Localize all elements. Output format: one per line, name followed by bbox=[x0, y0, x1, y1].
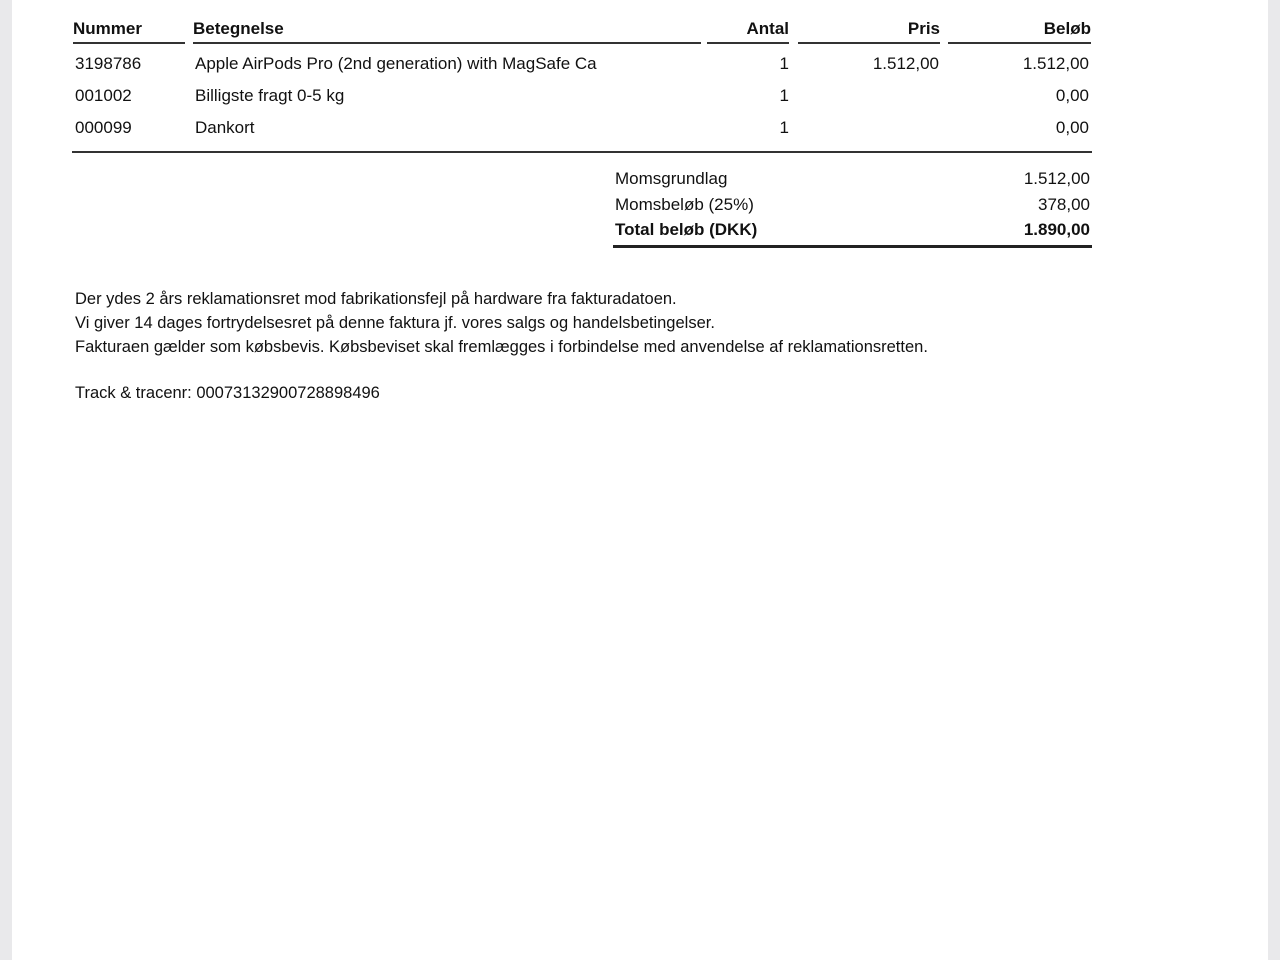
vat-amount-row bbox=[613, 192, 1092, 218]
total-label: Total beløb (DKK) bbox=[615, 220, 758, 239]
row-number: 3198786 bbox=[75, 54, 142, 73]
note-line: Der ydes 2 års reklamationsret mod fabrikationsfejl på hardware fra fakturadatoen. bbox=[75, 290, 677, 308]
column-header-description: Betegnelse bbox=[193, 18, 701, 44]
totals-divider bbox=[613, 245, 1092, 248]
table-row bbox=[12, 82, 1268, 110]
note-line: Fakturaen gælder som købsbevis. Købsbeviset skal fremlægges i forbindelse med anvendelse af reklamationsretten. bbox=[75, 338, 928, 356]
vat-amount-value: 378,00 bbox=[1038, 195, 1090, 214]
row-number: 001002 bbox=[75, 86, 132, 105]
row-description: Apple AirPods Pro (2nd generation) with MagSafe Ca bbox=[195, 54, 597, 73]
note-line: Vi giver 14 dages fortrydelsesret på denne faktura jf. vores salgs og handelsbetingelser. bbox=[75, 314, 715, 332]
total-value: 1.890,00 bbox=[1023, 220, 1090, 239]
row-quantity: 1 bbox=[779, 86, 789, 105]
column-header-price: Pris bbox=[798, 18, 940, 44]
vat-base-label: Momsgrundlag bbox=[615, 169, 728, 188]
terms-notes bbox=[75, 287, 928, 359]
vat-base-row bbox=[613, 166, 1092, 192]
row-quantity: 1 bbox=[779, 54, 789, 73]
total-row bbox=[613, 218, 1092, 242]
tracking-number: Track & tracenr: 00073132900728898496 bbox=[75, 384, 380, 402]
row-number: 000099 bbox=[75, 118, 132, 137]
totals-block bbox=[613, 166, 1092, 242]
column-header-amount: Beløb bbox=[948, 18, 1091, 44]
table-row bbox=[12, 114, 1268, 142]
row-amount: 0,00 bbox=[1055, 86, 1089, 105]
row-description: Dankort bbox=[195, 118, 255, 137]
table-row bbox=[12, 50, 1268, 78]
vat-base-value: 1.512,00 bbox=[1023, 169, 1090, 188]
vat-amount-label: Momsbeløb (25%) bbox=[615, 195, 754, 214]
column-header-number: Nummer bbox=[73, 18, 185, 44]
row-quantity: 1 bbox=[779, 118, 789, 137]
row-price: 1.512,00 bbox=[872, 54, 939, 73]
column-header-quantity: Antal bbox=[707, 18, 789, 44]
invoice-document bbox=[12, 0, 1268, 960]
row-amount: 0,00 bbox=[1055, 118, 1089, 137]
table-divider bbox=[72, 151, 1092, 153]
invoice-page bbox=[12, 0, 1268, 960]
row-description: Billigste fragt 0-5 kg bbox=[195, 86, 345, 105]
row-amount: 1.512,00 bbox=[1022, 54, 1089, 73]
